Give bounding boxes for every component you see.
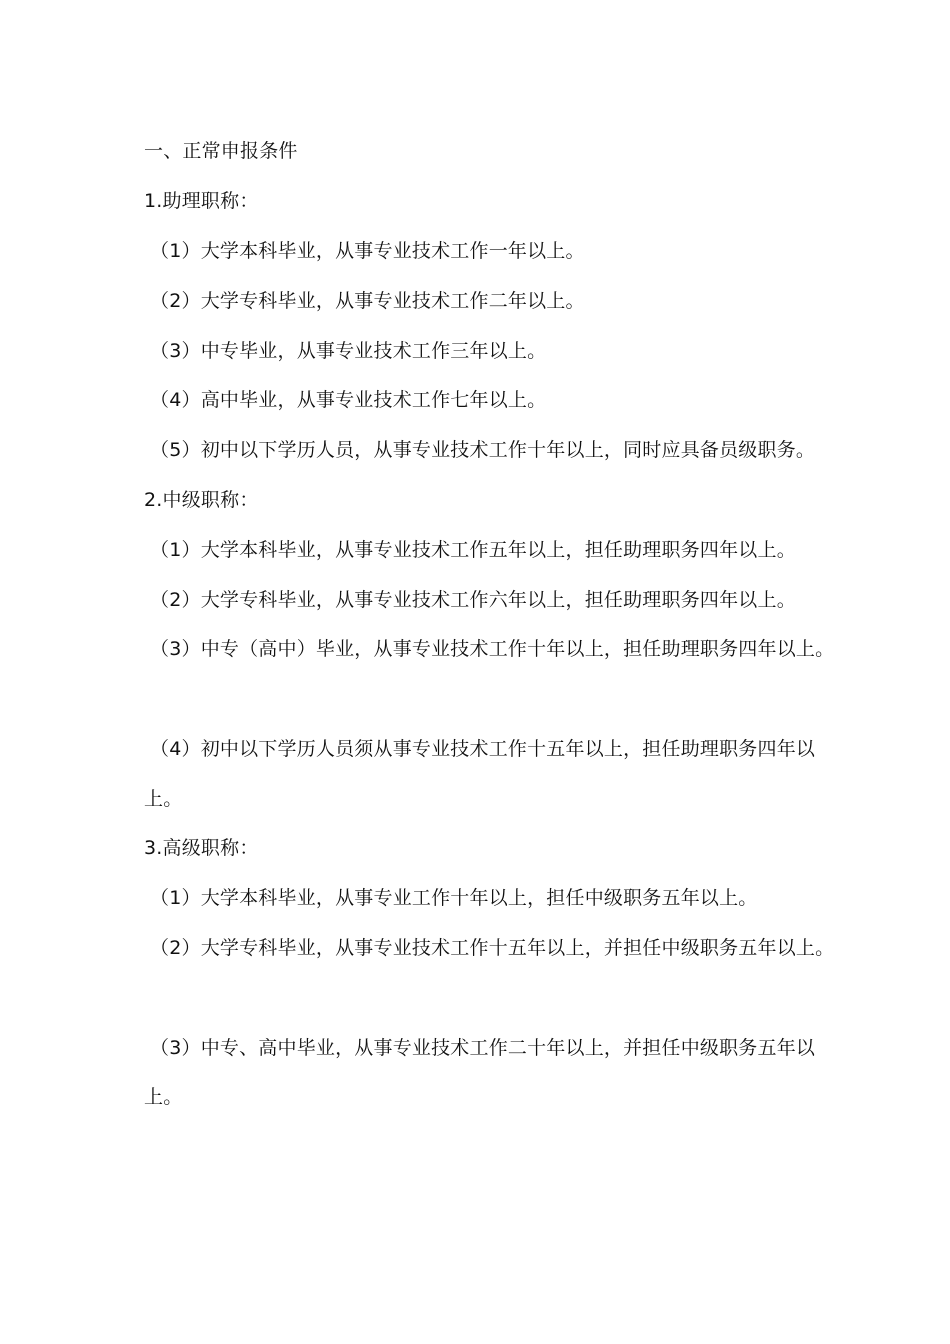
intermediate-item-4-continuation: 上。 <box>144 788 183 810</box>
senior-item-1: （1）大学本科毕业，从事专业工作十年以上，担任中级职务五年以上。 <box>150 887 758 909</box>
assistant-item-3: （3）中专毕业，从事专业技术工作三年以上。 <box>150 340 547 362</box>
assistant-heading: 1.助理职称： <box>144 190 259 212</box>
intermediate-item-1: （1）大学本科毕业，从事专业技术工作五年以上，担任助理职务四年以上。 <box>150 539 796 561</box>
intermediate-heading: 2.中级职称： <box>144 489 259 511</box>
senior-item-3-continuation: 上。 <box>144 1086 183 1108</box>
senior-item-2: （2）大学专科毕业，从事专业技术工作十五年以上，并担任中级职务五年以上。 <box>150 937 835 959</box>
assistant-item-1: （1）大学本科毕业，从事专业技术工作一年以上。 <box>150 240 585 262</box>
assistant-item-2: （2）大学专科毕业，从事专业技术工作二年以上。 <box>150 290 585 312</box>
intermediate-item-2: （2）大学专科毕业，从事专业技术工作六年以上，担任助理职务四年以上。 <box>150 589 796 611</box>
assistant-item-5: （5）初中以下学历人员，从事专业技术工作十年以上，同时应具备员级职务。 <box>150 439 816 461</box>
senior-item-3: （3）中专、高中毕业，从事专业技术工作二十年以上，并担任中级职务五年以 <box>150 1037 816 1059</box>
intermediate-item-3: （3）中专（高中）毕业，从事专业技术工作十年以上，担任助理职务四年以上。 <box>150 638 835 660</box>
assistant-item-4: （4）高中毕业，从事专业技术工作七年以上。 <box>150 389 547 411</box>
intermediate-item-4: （4）初中以下学历人员须从事专业技术工作十五年以上，担任助理职务四年以 <box>150 738 816 760</box>
section-title: 一、正常申报条件 <box>144 140 298 162</box>
senior-heading: 3.高级职称： <box>144 837 259 859</box>
